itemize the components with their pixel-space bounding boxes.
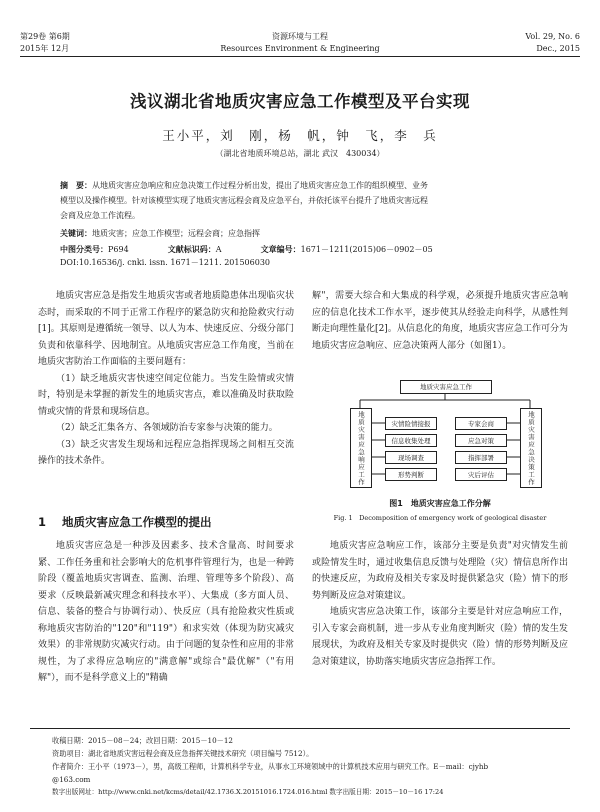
abstract-line: 会商及应急工作流程。 xyxy=(60,211,140,220)
abstract-label: 摘 要： xyxy=(60,180,92,190)
paragraph xyxy=(312,288,568,354)
figure-caption-num: 图1 xyxy=(389,499,403,508)
text-line: （2）缺乏汇集各方、各领域防治专家参与决策的 xyxy=(56,423,251,433)
figure-left-branch xyxy=(350,408,372,488)
text-line: （灾）情信息所作出的快速反应，为政府及相关专家及 xyxy=(312,557,568,584)
abstract-line: 模型以及操作模型。针对该模型实现了地质灾害远程会商及应急平台，并依托该平台提升了地质灾害远程 xyxy=(60,196,428,205)
keywords xyxy=(60,227,260,240)
figure-1 xyxy=(330,378,560,490)
figure-right-branch xyxy=(520,408,542,488)
text-line: 能力。 xyxy=(250,423,278,433)
left-column-cont xyxy=(38,538,294,687)
text-line: 灾（险）情的发生发展现状，为政府及相关专家及时 xyxy=(312,623,568,650)
footnote-author: 作者简介：王小平（1973－），男，高级工程师，计算机科学专业，从事水工环境领域中的计算机技术应用与研究工作。E－mail：cjyhb xyxy=(52,762,489,771)
figure-caption-cn xyxy=(312,498,568,509)
figure-caption-en-num: Fig. 1 xyxy=(333,514,353,522)
text-line: 提供灾（险）情的形势判断及应急对策建议，协助落实 xyxy=(312,640,568,667)
text-line: 响应工作，引入专家会商机制，进一步从专业角度判断 xyxy=(312,607,568,634)
figure-left-label: 地质灾害应急响应工作 xyxy=(357,410,365,486)
journal-name: 资源环境与工程 xyxy=(272,32,328,41)
authors: 王小平，刘 刚，杨 帆，钟 飞，李 兵 xyxy=(162,128,438,143)
abstract-line: 从地质灾害应急响应和应急决策工作过程分析出发，提出了地质灾害应急工作的组织模型、业务 xyxy=(92,181,428,190)
article-label: 文章编号： xyxy=(260,244,301,254)
figure-caption-en-text: Decomposition of emergency work of geological disaster xyxy=(359,514,547,522)
section-heading xyxy=(38,514,212,530)
doc-value: A xyxy=(215,245,222,254)
paragraph xyxy=(312,538,568,604)
text-line: 害应急响应的信息化技术工作水平，逐步使其从经验 xyxy=(312,291,568,318)
journal-date-en: Dec., 2015 xyxy=(536,44,580,53)
text-line: 地质灾害应急指挥工作。 xyxy=(402,656,502,667)
text-line: 角度，地质灾害应急工作可分为地质灾害应急响应、应 xyxy=(312,324,568,351)
text-line: 急决策两人部分（如图1）。 xyxy=(402,340,512,351)
keywords-label: 关键词： xyxy=(60,228,92,238)
journal-date: 2015年 12月 xyxy=(20,44,70,53)
figure-node: 专家会商 xyxy=(455,417,507,430)
text-line: 间要求紧、工作任务重和社会影响大的危机事件管理 xyxy=(38,541,294,568)
paper-title: 浅议湖北省地质灾害应急工作模型及平台实现 xyxy=(130,92,470,111)
text-line: 地质灾害应急是一种涉及因素多、技术含量高、时 xyxy=(56,541,266,551)
clc-label: 中图分类号： xyxy=(60,244,108,254)
figure-node: 信息收集处理 xyxy=(385,434,437,447)
section-title: 地质灾害应急工作模型的提出 xyxy=(62,515,212,529)
figure-root-box: 地质灾害应急工作 xyxy=(400,380,492,394)
affiliation: （湖北省地质环境总站，湖北 武汉 430034） xyxy=(215,149,385,158)
text-line: 防治的"120"和"119"）和求实效（体现为防灾减灾效 xyxy=(38,623,294,650)
paragraph xyxy=(38,288,294,371)
text-line: 理、管理等多个阶段）、高要求（反映最新减灾理念和 xyxy=(38,574,294,601)
text-line: 解"，需要大综合和大集成的科学观，必须提升地质灾 xyxy=(312,291,531,301)
text-line: 出现临灾状态时，而采取的不同于正常工作程序的紧 xyxy=(38,291,294,318)
text-line: "最优解"（"有用解"），而不是科学意义上的"精确 xyxy=(38,656,295,683)
text-line: 地制宜。从地质灾害应急工作角度，当前在地质灾害 xyxy=(38,340,294,367)
article-value: 1671－1211(2015)06－0902－05 xyxy=(300,245,433,254)
section-number: 1 xyxy=(38,515,47,529)
figure-node: 形势判断 xyxy=(385,468,437,481)
keywords-text: 地质灾害；应急工作模型；远程会商；应急指挥 xyxy=(92,229,260,238)
footnote-received: 收稿日期：2015－08－24；改回日期：2015－10－12 xyxy=(52,736,233,745)
footnote-email: @163.com xyxy=(52,775,91,784)
doc-label: 文献标识码： xyxy=(167,244,216,254)
text-line: 地质灾害应急响应工作，该部分主要是负责"对灾 xyxy=(330,541,531,551)
text-line: 地质灾害应急是指发生地质灾害或者地质隐患体 xyxy=(56,291,249,301)
text-line: 时提供紧急灾（险）情下的形势判断及应急对策建议。 xyxy=(312,574,568,601)
paragraph xyxy=(38,437,294,470)
clc-value: P694 xyxy=(108,245,129,254)
figure-caption-en xyxy=(312,513,568,522)
text-line: 地质灾害应急决策工作，该部分主要是针对应急 xyxy=(330,607,523,617)
text-line: 科技水平）、大集成（多方面人员、信息、装备的整合与 xyxy=(38,590,294,617)
footnote-rule xyxy=(30,728,570,729)
footnote-published: 数字出版网址：http://www.cnki.net/kcms/detail/42.1736.X.20151016.1724.016.html 数字出版日期：2015－10－16 17:24 xyxy=(52,788,444,796)
text-line: 用的非常规性，为了求得应急响应的"满意解"或综合 xyxy=(38,640,294,667)
paragraph xyxy=(38,371,294,421)
left-column xyxy=(38,288,294,470)
text-line: 相互交流操作的技术条件。 xyxy=(38,439,294,466)
paragraph xyxy=(38,420,294,437)
journal-volume: 第29卷 第6期 xyxy=(20,32,70,41)
journal-name-en: Resources Environment & Engineering xyxy=(220,44,380,53)
text-line: （1）缺乏地质灾害快速空间定位能力。当发生险 xyxy=(56,373,258,384)
header-rule xyxy=(20,56,580,57)
text-line: 走向科学，从感性判断走向理性量化[2]。从信息化的 xyxy=(312,307,568,334)
figure-node: 灾情险情接报 xyxy=(385,417,437,430)
paragraph xyxy=(38,538,294,687)
figure-node: 现场调查 xyxy=(385,451,437,464)
footnotes xyxy=(52,734,582,799)
abstract xyxy=(60,178,550,223)
text-line: 情或灾情时，特别是未掌握的新发生的地质灾害点，难 xyxy=(38,373,294,400)
figure-right-label: 地质灾害应急决策工作 xyxy=(527,410,535,486)
footnote-fund: 资助项目：湖北省地质灾害远程会商及应急指挥关键技术研究（项目编号 7512）。 xyxy=(52,749,314,758)
journal-volume-en: Vol. 29, No. 6 xyxy=(525,32,580,41)
right-column xyxy=(312,288,568,354)
figure-node: 灾后评估 xyxy=(455,468,507,481)
text-line: 防治工作面临的主要问题有： xyxy=(74,357,192,367)
figure-node: 指挥部署 xyxy=(455,451,507,464)
text-line: 急防灾和抢险救灾行动[1]。其原则是遵循统一领导、 xyxy=(38,307,294,334)
text-line: 果）的非常规防灾减灾行动。由于问题的复杂性和应 xyxy=(47,640,258,650)
text-line: 情发生前或险情发生时，通过收集信息反馈与处理险 xyxy=(312,541,568,568)
text-line: 以人为本、快速反应、分级分部门负责和依靠科学、因 xyxy=(38,324,294,351)
paragraph xyxy=(312,604,568,670)
right-column-cont xyxy=(312,538,568,670)
doi: DOI:10.16536/j. cnki. issn. 1671－1211. 201506030 xyxy=(60,258,271,267)
classification-row xyxy=(60,243,433,256)
text-line: 以准确及时获取险情或灾情的背景和现场信息。 xyxy=(38,390,294,417)
text-line: 行为，也是一种跨阶段（覆盖地质灾害调查、监测、治 xyxy=(38,557,294,584)
text-line: 协调行动）、快反应（具有抢险救灾性质或称地质灾害 xyxy=(38,607,294,634)
figure-node: 应急对策 xyxy=(455,434,507,447)
figure-caption-text: 地质灾害应急工作分解 xyxy=(410,499,491,508)
text-line: （3）缺乏灾害发生现场和远程应急指挥现场之间 xyxy=(56,439,258,450)
